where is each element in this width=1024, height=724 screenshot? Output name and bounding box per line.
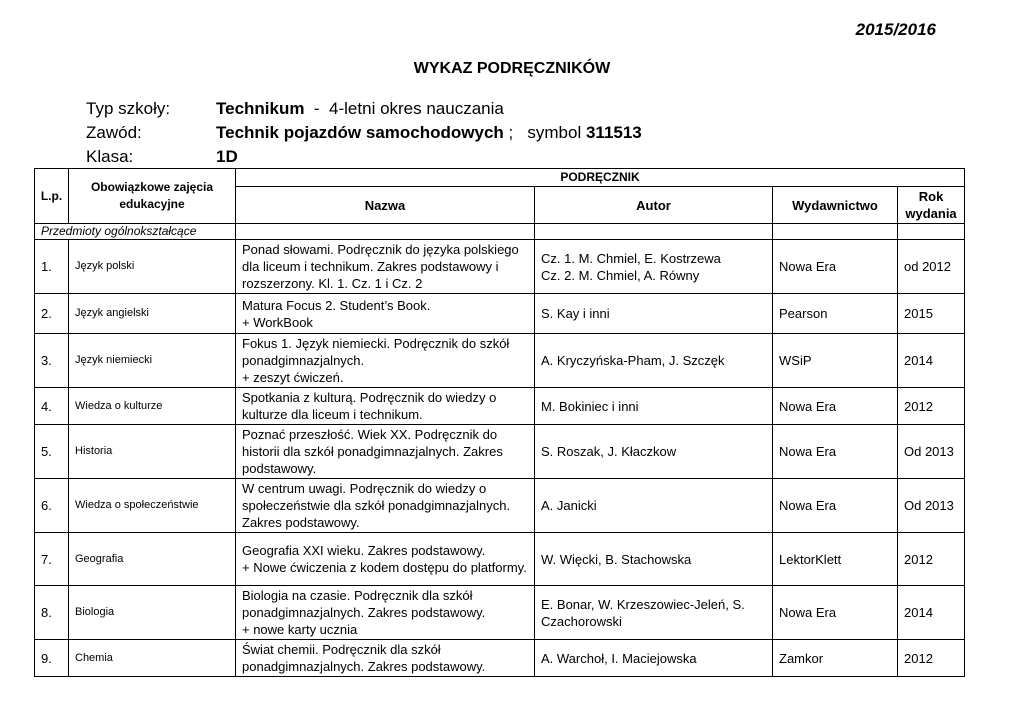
row-number: 7. xyxy=(35,533,69,586)
author-cell: A. Warchoł, I. Maciejowska xyxy=(535,640,773,677)
year-cell: 2012 xyxy=(898,640,965,677)
subject-cell: Język angielski xyxy=(69,294,236,334)
subject-cell: Język polski xyxy=(69,240,236,294)
textbooks-table xyxy=(34,168,965,677)
textbook-name-cell: Geografia XXI wieku. Zakres podstawowy. + Nowe ćwiczenia z kodem dostępu do platformy. xyxy=(236,533,535,586)
header-publisher: Wydawnictwo xyxy=(773,187,898,224)
year-cell: Od 2013 xyxy=(898,479,965,533)
row-number: 3. xyxy=(35,334,69,388)
table-row xyxy=(35,425,965,479)
subject-cell: Historia xyxy=(69,425,236,479)
school-year: 2015/2016 xyxy=(855,20,936,39)
year-cell: 2015 xyxy=(898,294,965,334)
year-cell: od 2012 xyxy=(898,240,965,294)
table-row xyxy=(35,294,965,334)
header-subject: Obowiązkowe zajęcia edukacyjne xyxy=(69,169,236,224)
profession-separator: ; symbol xyxy=(503,123,586,142)
subject-cell: Geografia xyxy=(69,533,236,586)
table-row xyxy=(35,240,965,294)
subject-cell: Język niemiecki xyxy=(69,334,236,388)
textbook-name-cell: Świat chemii. Podręcznik dla szkół ponadgimnazjalnych. Zakres podstawowy. xyxy=(236,640,535,677)
textbook-name-cell: W centrum uwagi. Podręcznik do wiedzy o społeczeństwie dla szkół ponadgimnazjalnych. Zakres podstawowy. xyxy=(236,479,535,533)
profession-value: Technik pojazdów samochodowych xyxy=(216,123,504,142)
year-cell: 2012 xyxy=(898,533,965,586)
table-row xyxy=(35,586,965,640)
table-row xyxy=(35,334,965,388)
profession-row xyxy=(86,121,642,145)
header-author: Autor xyxy=(535,187,773,224)
publisher-cell: Nowa Era xyxy=(773,240,898,294)
school-type-detail: - 4-letni okres nauczania xyxy=(304,99,504,118)
info-block xyxy=(86,97,642,169)
author-cell: E. Bonar, W. Krzeszowiec-Jeleń, S. Czachorowski xyxy=(535,586,773,640)
row-number: 9. xyxy=(35,640,69,677)
document-title: WYKAZ PODRĘCZNIKÓW xyxy=(413,60,611,77)
publisher-cell: Nowa Era xyxy=(773,388,898,425)
year-cell: 2014 xyxy=(898,586,965,640)
class-label: Klasa: xyxy=(86,147,134,166)
textbook-name-cell: Ponad słowami. Podręcznik do języka polskiego dla liceum i technikum. Zakres podstawowy i rozszerzony. Kl. 1. Cz. 1 i Cz. 2 xyxy=(236,240,535,294)
school-type-value: Technikum xyxy=(216,99,305,118)
header-textbook-group: PODRĘCZNIK xyxy=(236,169,965,187)
row-number: 2. xyxy=(35,294,69,334)
author-cell: S. Kay i inni xyxy=(535,294,773,334)
publisher-cell: Nowa Era xyxy=(773,425,898,479)
table-row xyxy=(35,388,965,425)
class-row xyxy=(86,145,642,169)
school-type-label: Typ szkoły: xyxy=(86,99,171,118)
class-value: 1D xyxy=(216,147,238,166)
textbook-name-cell: Spotkania z kulturą. Podręcznik do wiedzy o kulturze dla liceum i technikum. xyxy=(236,388,535,425)
section-heading: Przedmioty ogólnokształcące xyxy=(35,224,236,240)
publisher-cell: WSiP xyxy=(773,334,898,388)
author-cell: M. Bokiniec i inni xyxy=(535,388,773,425)
row-number: 5. xyxy=(35,425,69,479)
subject-cell: Wiedza o kulturze xyxy=(69,388,236,425)
publisher-cell: Nowa Era xyxy=(773,586,898,640)
textbook-name-cell: Biologia na czasie. Podręcznik dla szkół ponadgimnazjalnych. Zakres podstawowy. + nowe karty ucznia xyxy=(236,586,535,640)
publisher-cell: Pearson xyxy=(773,294,898,334)
table-row xyxy=(35,533,965,586)
author-cell: S. Roszak, J. Kłaczkow xyxy=(535,425,773,479)
profession-symbol: 311513 xyxy=(585,123,642,142)
author-cell: A. Janicki xyxy=(535,479,773,533)
year-cell: 2014 xyxy=(898,334,965,388)
author-cell: A. Kryczyńska-Pham, J. Szczęk xyxy=(535,334,773,388)
row-number: 4. xyxy=(35,388,69,425)
row-number: 1. xyxy=(35,240,69,294)
row-number: 8. xyxy=(35,586,69,640)
table-row xyxy=(35,479,965,533)
subject-cell: Chemia xyxy=(69,640,236,677)
header-lp: L.p. xyxy=(35,169,69,224)
textbook-name-cell: Poznać przeszłość. Wiek XX. Podręcznik do historii dla szkół ponadgimnazjalnych. Zakres podstawowy. xyxy=(236,425,535,479)
subject-cell: Biologia xyxy=(69,586,236,640)
author-cell: Cz. 1. M. Chmiel, E. Kostrzewa Cz. 2. M. Chmiel, A. Równy xyxy=(535,240,773,294)
year-cell: Od 2013 xyxy=(898,425,965,479)
header-name: Nazwa xyxy=(236,187,535,224)
school-type-row xyxy=(86,97,642,121)
textbook-name-cell: Matura Focus 2. Student’s Book. + WorkBook xyxy=(236,294,535,334)
publisher-cell: Nowa Era xyxy=(773,479,898,533)
table-row xyxy=(35,640,965,677)
header-year: Rok wydania xyxy=(898,187,965,224)
row-number: 6. xyxy=(35,479,69,533)
subject-cell: Wiedza o społeczeństwie xyxy=(69,479,236,533)
textbook-name-cell: Fokus 1. Język niemiecki. Podręcznik do szkół ponadgimnazjalnych. + zeszyt ćwiczeń. xyxy=(236,334,535,388)
year-cell: 2012 xyxy=(898,388,965,425)
profession-label: Zawód: xyxy=(86,123,142,142)
publisher-cell: Zamkor xyxy=(773,640,898,677)
author-cell: W. Więcki, B. Stachowska xyxy=(535,533,773,586)
publisher-cell: LektorKlett xyxy=(773,533,898,586)
